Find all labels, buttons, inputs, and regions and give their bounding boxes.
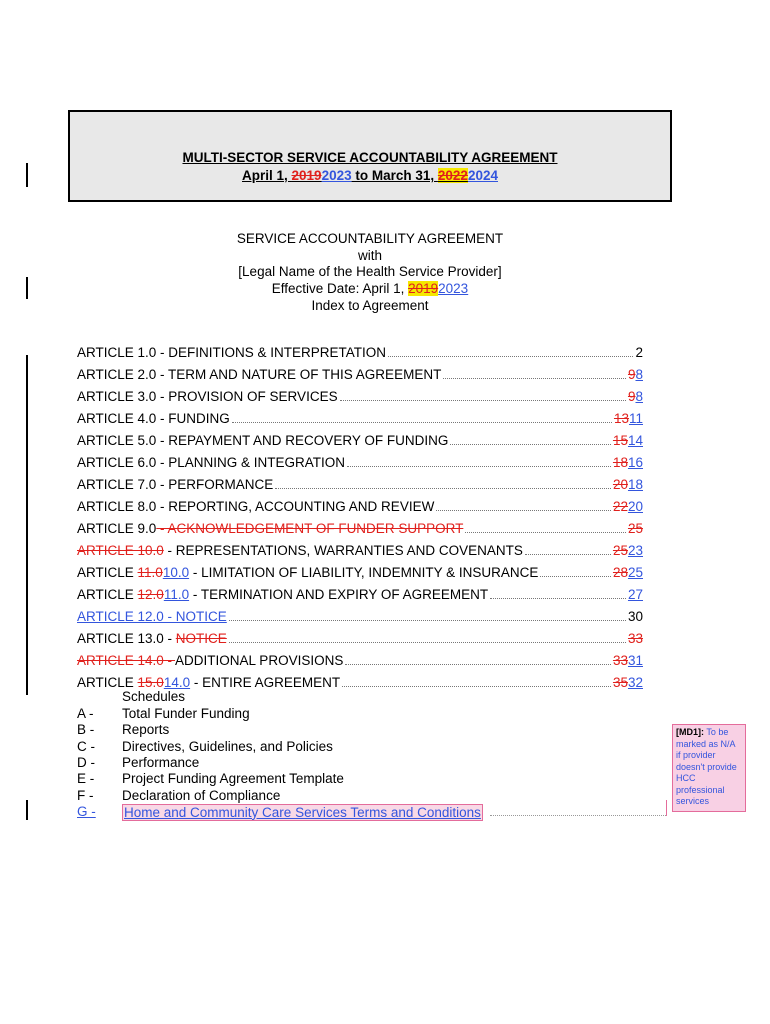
toc-leader xyxy=(347,466,611,467)
toc-row[interactable] xyxy=(77,386,643,404)
schedule-name: Total Funder Funding xyxy=(122,706,250,721)
agreement-term: April 1, 20192023 to March 31, 20222024 xyxy=(242,168,498,183)
toc-leader xyxy=(342,686,611,687)
schedule-name: Directives, Guidelines, and Policies xyxy=(122,738,333,754)
toc-leader xyxy=(388,356,633,357)
comment-connector xyxy=(666,800,667,816)
toc-page-number: 98 xyxy=(627,389,643,404)
toc-leader xyxy=(443,378,626,379)
schedule-item[interactable] xyxy=(77,755,677,772)
toc-page-number: 25 xyxy=(627,521,643,536)
change-bar xyxy=(26,355,28,695)
toc-row[interactable] xyxy=(77,452,643,470)
schedule-letter: B - xyxy=(77,722,95,738)
toc-page-number: 2220 xyxy=(612,499,643,514)
schedule-item[interactable] xyxy=(77,722,677,739)
schedule-letter: F - xyxy=(77,787,94,803)
title-box xyxy=(68,110,672,202)
toc-label: ARTICLE 12.0 - NOTICE xyxy=(77,609,227,624)
schedule-name: Performance xyxy=(122,754,200,770)
toc-leader xyxy=(340,400,626,401)
effective-date: Effective Date: April 1, 20192023 xyxy=(271,281,469,296)
toc-page-number: 2523 xyxy=(612,543,643,558)
toc-page-number: 2018 xyxy=(612,477,643,492)
schedule-letter: A - xyxy=(77,706,94,721)
toc-leader xyxy=(450,444,611,445)
toc-label: ARTICLE 14.0 - ADDITIONAL PROVISIONS xyxy=(77,653,344,668)
schedule-item[interactable] xyxy=(77,804,677,821)
toc-page-number: 33 xyxy=(627,631,643,646)
toc-leader xyxy=(345,664,611,665)
toc-page-number: 2825 xyxy=(612,565,643,580)
header-line-3: [Legal Name of the Health Service Provider] xyxy=(238,264,502,279)
toc-label: ARTICLE 9.0 - ACKNOWLEDGEMENT OF FUNDER SUPPORT xyxy=(77,521,464,536)
toc-label: ARTICLE 5.0 - REPAYMENT AND RECOVERY OF FUNDING xyxy=(77,433,449,448)
toc-row[interactable] xyxy=(77,672,643,690)
toc-label: ARTICLE 7.0 - PERFORMANCE xyxy=(77,477,274,492)
schedule-item[interactable] xyxy=(77,739,677,756)
toc-page-number: 98 xyxy=(627,367,643,382)
toc-row[interactable] xyxy=(77,628,643,646)
schedule-name: Reports xyxy=(122,722,170,738)
toc-label: ARTICLE 2.0 - TERM AND NATURE OF THIS AGREEMENT xyxy=(77,367,442,382)
schedule-name: Project Funding Agreement Template xyxy=(122,771,344,787)
toc-row[interactable] xyxy=(77,584,643,602)
toc-leader xyxy=(465,532,626,533)
schedule-letter: D - xyxy=(77,754,95,770)
schedule-letter: G - xyxy=(77,803,96,819)
toc-row[interactable] xyxy=(77,474,643,492)
toc-page-number: 27 xyxy=(627,587,643,602)
toc-leader xyxy=(232,422,612,423)
schedule-item[interactable] xyxy=(77,771,677,788)
toc-label: ARTICLE 15.014.0 - ENTIRE AGREEMENT xyxy=(77,675,341,690)
schedules-heading: Schedules xyxy=(122,689,186,704)
toc-label: ARTICLE 11.010.0 - LIMITATION OF LIABILITY, INDEMNITY & INSURANCE xyxy=(77,565,539,580)
toc-page-number: 3532 xyxy=(612,675,643,690)
toc-page-number: 1514 xyxy=(612,433,643,448)
schedule-item[interactable] xyxy=(77,706,677,723)
toc-label: ARTICLE 6.0 - PLANNING & INTEGRATION xyxy=(77,455,346,470)
toc-leader xyxy=(436,510,611,511)
schedule-letter: C - xyxy=(77,738,95,754)
toc-page-number: 1816 xyxy=(612,455,643,470)
toc-row[interactable] xyxy=(77,342,643,360)
toc-row[interactable] xyxy=(77,430,643,448)
schedule-name: Home and Community Care Services Terms and Conditions xyxy=(124,804,481,820)
toc-leader xyxy=(229,620,626,621)
toc-page-number: 30 xyxy=(627,609,643,624)
toc-row[interactable] xyxy=(77,606,643,624)
toc-row[interactable] xyxy=(77,496,643,514)
change-bar xyxy=(26,163,28,187)
toc-label: ARTICLE 10.0 - REPRESENTATIONS, WARRANTIES AND COVENANTS xyxy=(77,543,523,558)
toc-row[interactable] xyxy=(77,540,643,558)
schedule-letter: E - xyxy=(77,771,95,787)
toc-label: ARTICLE 13.0 - NOTICE xyxy=(77,631,227,646)
toc-leader xyxy=(540,576,611,577)
toc-leader xyxy=(490,598,626,599)
toc-label: ARTICLE 8.0 - REPORTING, ACCOUNTING AND REVIEW xyxy=(77,499,435,514)
toc-row[interactable] xyxy=(77,518,643,536)
toc-page-number: 1311 xyxy=(613,411,643,426)
toc-label: ARTICLE 4.0 - FUNDING xyxy=(77,411,230,426)
header-line-1: SERVICE ACCOUNTABILITY AGREEMENT xyxy=(236,231,504,246)
toc-leader xyxy=(525,554,611,555)
change-bar xyxy=(26,800,28,820)
toc-page-number: 2 xyxy=(635,345,643,360)
toc-row[interactable] xyxy=(77,364,643,382)
schedule-item[interactable] xyxy=(77,788,677,805)
change-bar xyxy=(26,277,28,299)
toc-row[interactable] xyxy=(77,650,643,668)
index-heading: Index to Agreement xyxy=(311,298,429,313)
header-line-2: with xyxy=(357,248,382,263)
schedule-name: Declaration of Compliance xyxy=(122,787,281,803)
comment-balloon[interactable]: [MD1]: To be marked as N/A if provider doesn't provide HCC professional services xyxy=(672,724,746,812)
toc-label: ARTICLE 12.011.0 - TERMINATION AND EXPIRY OF AGREEMENT xyxy=(77,587,489,602)
toc-label: ARTICLE 3.0 - PROVISION OF SERVICES xyxy=(77,389,338,404)
toc-row[interactable] xyxy=(77,408,643,426)
agreement-title: MULTI-SECTOR SERVICE ACCOUNTABILITY AGREEMENT xyxy=(182,150,558,165)
toc-label: ARTICLE 1.0 - DEFINITIONS & INTERPRETATION xyxy=(77,345,387,360)
leader-line xyxy=(490,815,666,816)
toc-leader xyxy=(229,642,626,643)
toc-row[interactable] xyxy=(77,562,643,580)
toc-leader xyxy=(275,488,611,489)
toc-page-number: 3331 xyxy=(612,653,643,668)
